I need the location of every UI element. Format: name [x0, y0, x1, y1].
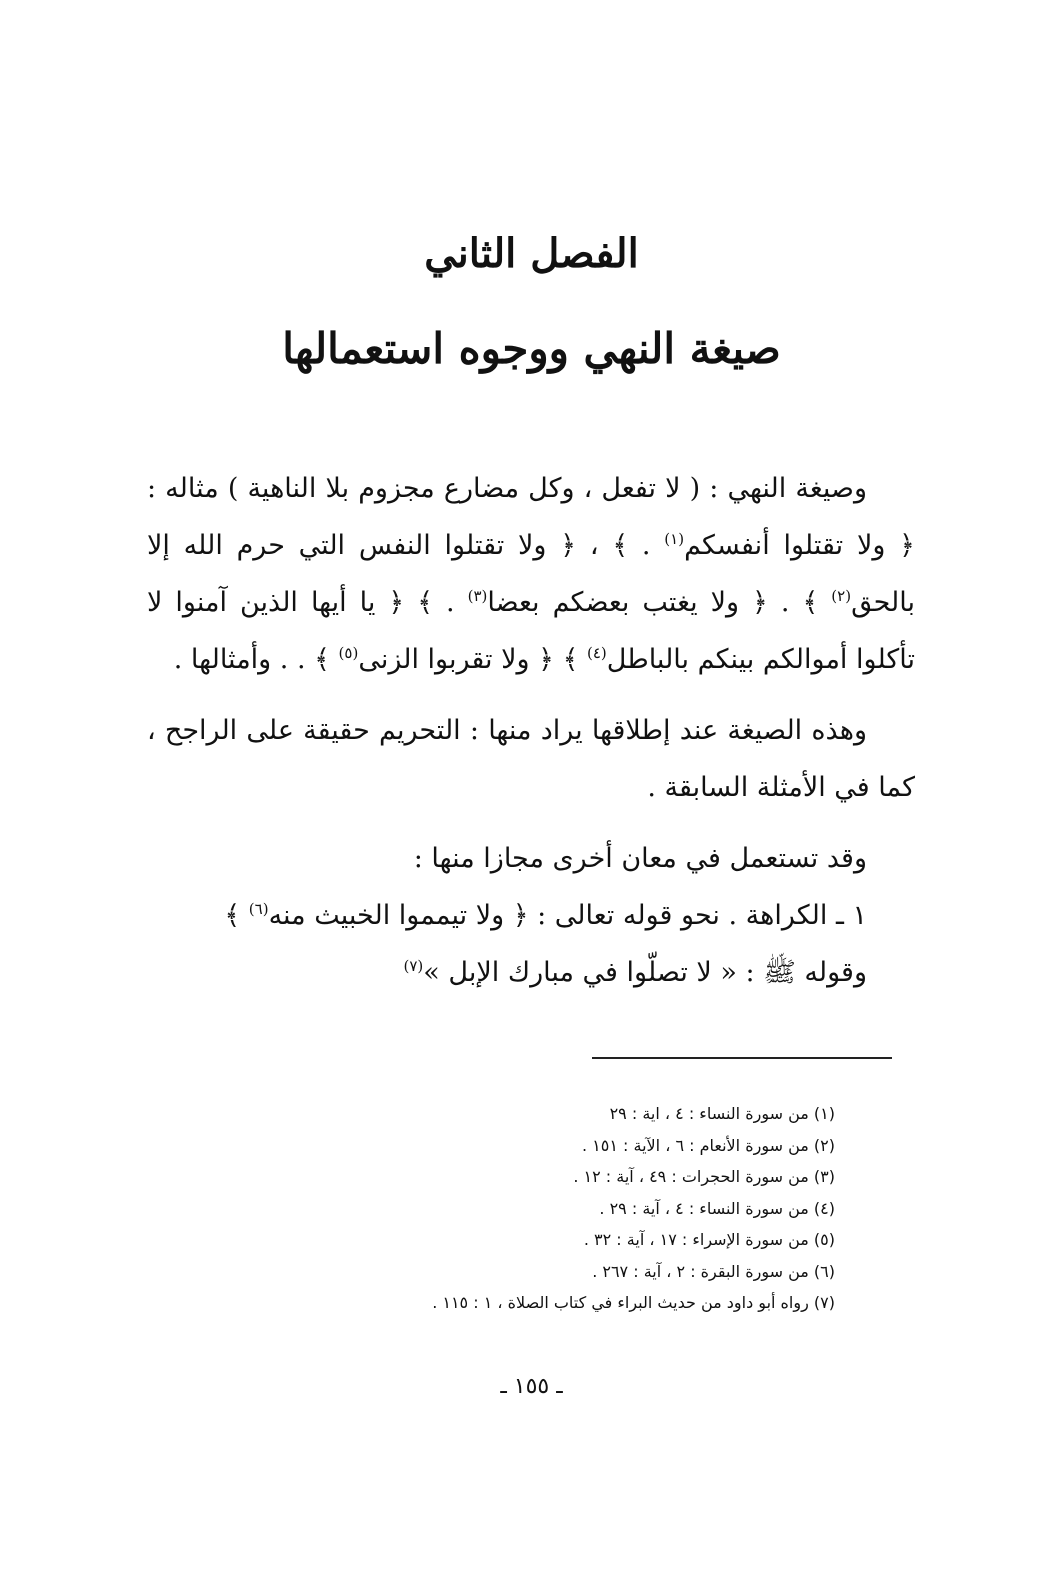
footnote-divider — [592, 1057, 892, 1059]
text-span: وقوله ﷺ : « لا تصلّوا في مبارك الإبل » — [423, 957, 867, 988]
footnote-ref-1: (١) — [664, 530, 685, 548]
body-text — [147, 460, 915, 1001]
paragraph-meaning: وهذه الصيغة عند إطلاقها يراد منها : التحريم حقيقة على الراجح ، كما في الأمثلة السابقة . — [147, 715, 915, 803]
footnote-7: (٧) رواه أبو داود من حديث البراء في كتاب الصلاة ، ١ : ١١٥ . — [432, 1293, 835, 1312]
footnote-4: (٤) من سورة النساء : ٤ ، آية : ٢٩ . — [599, 1198, 835, 1218]
footnote-ref-4: (٤) — [586, 644, 607, 662]
chapter-title: الفصل الثاني — [424, 230, 639, 277]
text-span: ﴾ . ﴿ ولا يغتب بعضكم بعضا — [487, 587, 832, 618]
text-span: ﴾ . . وأمثالها . — [173, 644, 339, 675]
footnote-6: (٦) من سورة البقرة : ٢ ، آية : ٢٦٧ . — [592, 1261, 835, 1281]
footnote-ref-2: (٢) — [831, 587, 852, 605]
list-item-karaha — [147, 887, 915, 944]
footnote-ref-3: (٣) — [467, 587, 488, 605]
footnotes — [315, 1098, 835, 1319]
text-span: . ﴾ ، ﴿ ولا تقتلوا النفس التي حرم الله إلا بالحق — [147, 530, 915, 618]
text-span: ﴾ ﴿ ولا تقربوا الزنى — [358, 644, 587, 675]
page-number: ـ ١٥٥ ـ — [500, 1374, 563, 1399]
footnote-3: (٣) من سورة الحجرات : ٤٩ ، آية : ١٢ . — [573, 1167, 835, 1186]
footnote-1: (١) من سورة النساء : ٤ ، اية : ٢٩ — [609, 1104, 835, 1123]
footnote-ref-5: (٥) — [338, 644, 359, 662]
hadith-quote — [147, 944, 915, 1001]
text-span: ﴾ — [224, 900, 249, 931]
footnote-ref-7: (٧) — [403, 957, 424, 975]
chapter-subtitle: صيغة النهي ووجوه استعمالها — [282, 324, 781, 373]
paragraph-other-uses: وقد تستعمل في معان أخرى مجازا منها : — [413, 843, 867, 874]
footnote-2: (٢) من سورة الأنعام : ٦ ، الآية : ١٥١ . — [581, 1135, 835, 1155]
text-span: وصيغة النهي : ( لا تفعل ، وكل مضارع مجزوم بلا الناهية ) مثاله : ﴿ ولا تقتلوا أنفسكم — [147, 473, 915, 561]
footnote-5: (٥) من سورة الإسراء : ١٧ ، آية : ٣٢ . — [583, 1230, 835, 1249]
paragraph-definition — [147, 460, 915, 688]
text-span: . ﴾ ﴿ يا أيها الذين آمنوا لا تأكلوا أموالكم بينكم بالباطل — [147, 587, 915, 675]
text-span: ١ ـ الكراهة . نحو قوله تعالى : ﴿ ولا تيمموا الخبيث منه — [268, 900, 867, 931]
footnote-ref-6: (٦) — [248, 900, 269, 918]
